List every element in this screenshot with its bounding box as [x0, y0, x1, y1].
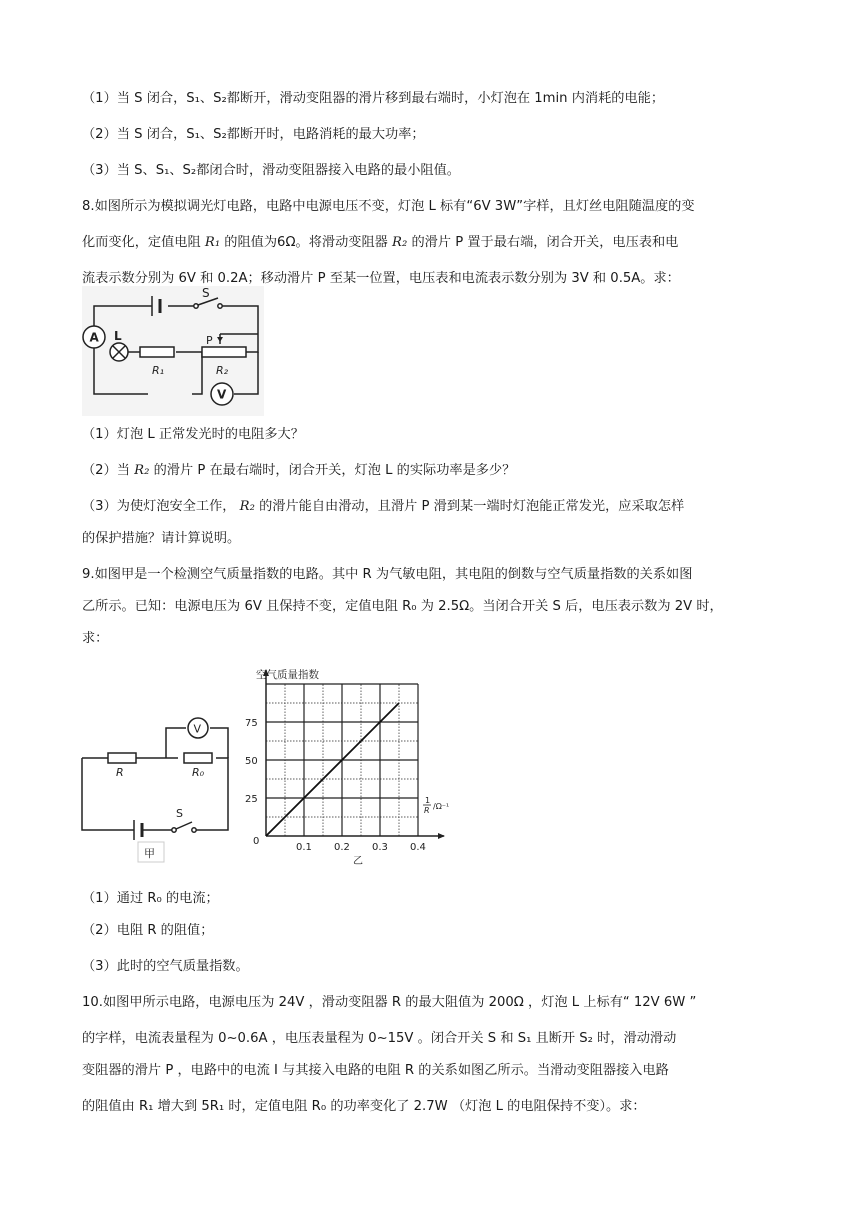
q8-text: 的滑片 P 置于最右端，闭合开关，电压表和电	[407, 235, 679, 250]
q8-text: 的滑片能自由滑动，且滑片 P 滑到某一端时灯泡能正常发光，应采取怎样	[254, 499, 685, 514]
q8-circuit-diagram	[82, 286, 264, 416]
chart-y-axis-label: 空气质量指数	[256, 669, 319, 681]
ammeter-icon	[83, 326, 105, 348]
r-label: R	[116, 766, 124, 779]
switch-label: S	[176, 807, 183, 820]
q10-stem-line2: 的字样，电流表量程为 0~0.6A ，电压表量程为 0~15V 。闭合开关 S 和 S₁ 且断开 S₂ 时，滑动滑动	[82, 1031, 677, 1046]
resistor-r1-icon	[140, 347, 174, 357]
q8-sub3-line1	[82, 498, 684, 516]
chart-x-axis-label-num: 1	[425, 796, 431, 805]
chart-x-axis-label-den: R	[424, 806, 430, 815]
chart-y-tick-label: 50	[245, 756, 258, 767]
q8-r1-symbol: R₁	[204, 235, 221, 250]
slider-label: P	[206, 334, 213, 347]
battery-icon	[134, 820, 142, 840]
rheostat-r2-icon	[202, 347, 246, 357]
q7-sub2: （2）当 S 闭合，S₁、S₂都断开时，电路消耗的最大功率；	[82, 127, 425, 142]
resistor-r-icon	[108, 753, 136, 763]
q9-sub2: （2）电阻 R 的阻值；	[82, 923, 214, 938]
chart-x-tick-label: 0.2	[334, 842, 350, 853]
q8-text: 化而变化，定值电阻	[82, 235, 205, 250]
voltmeter-label: V	[217, 387, 227, 402]
q10-stem-line1: 10.如图甲所示电路，电源电压为 24V ，滑动变阻器 R 的最大阻值为 200Ω ，灯泡 L 上标有“ 12V 6W ”	[82, 995, 697, 1010]
r1-label: R₁	[152, 364, 165, 377]
chart-x-tick-label: 0.4	[410, 842, 426, 853]
q8-text: （3）为使灯泡安全工作，	[82, 499, 240, 514]
switch-icon	[172, 822, 196, 832]
voltmeter-label: V	[193, 722, 202, 736]
figure-caption-jia: 甲	[144, 847, 155, 860]
chart-origin-label: 0	[253, 836, 260, 847]
q10-stem-line4: 的阻值由 R₁ 增大到 5R₁ 时，定值电阻 R₀ 的功率变化了 2.7W （灯泡 L 的电阻保持不变）。求：	[82, 1099, 646, 1114]
q8-sub1: （1）灯泡 L 正常发光时的电阻多大？	[82, 427, 304, 442]
q8-sub3-line2: 的保护措施？请计算说明。	[82, 531, 241, 546]
q9-stem-line1: 9.如图甲是一个检测空气质量指数的电路。其中 R 为气敏电阻，其电阻的倒数与空气质量指数的关系如图	[82, 567, 693, 582]
chart-x-tick-label: 0.1	[296, 842, 312, 853]
voltmeter-icon	[188, 718, 208, 738]
q8-r2-symbol: R₂	[134, 463, 150, 478]
chart-y-tick-label: 75	[245, 718, 258, 729]
r0-label: R₀	[192, 766, 205, 779]
q9-sub1: （1）通过 R₀ 的电流；	[82, 891, 219, 906]
lamp-label: L	[114, 329, 122, 343]
chart-caption-yi: 乙	[353, 856, 363, 867]
lamp-icon	[110, 343, 128, 361]
q9-sub3: （3）此时的空气质量指数。	[82, 959, 249, 974]
chart-x-axis-arrow	[438, 833, 445, 839]
q9-stem-line2: 乙所示。已知：电源电压为 6V 且保持不变，定值电阻 R₀ 为 2.5Ω。当闭合开关 S 后，电压表示数为 2V 时，	[82, 599, 723, 614]
q8-r2-symbol: R₂	[239, 499, 255, 514]
q8-text: 的滑片 P 在最右端时，闭合开关，灯泡 L 的实际功率是多少？	[149, 463, 516, 478]
q8-stem-line1: 8.如图所示为模拟调光灯电路，电路中电源电压不变，灯泡 L 标有“6V 3W”字样，且灯丝电阻随温度的变	[82, 199, 695, 214]
q8-r2-symbol: R₂	[392, 235, 408, 250]
q8-stem-line2	[82, 234, 678, 252]
q9-stem-line3: 求：	[82, 631, 109, 646]
resistor-r0-icon	[184, 753, 212, 763]
q8-sub2	[82, 462, 515, 480]
chart-series	[266, 703, 399, 836]
q9-aqi-chart	[240, 664, 452, 870]
chart-series-line	[266, 703, 399, 836]
chart-x-axis-label-unit: /Ω⁻¹	[433, 802, 450, 811]
chart-x-tick-label: 0.3	[372, 842, 388, 853]
q10-stem-line3: 变阻器的滑片 P ，电路中的电流 I 与其接入电路的电阻 R 的关系如图乙所示。当滑动变阻器接入电路	[82, 1063, 669, 1078]
q7-sub1: （1）当 S 闭合，S₁、S₂都断开，滑动变阻器的滑片移到最右端时，小灯泡在 1min 内消耗的电能；	[82, 91, 665, 106]
q8-stem-line3: 流表示数分别为 6V 和 0.2A；移动滑片 P 至某一位置，电压表和电流表示数分别为 3V 和 0.5A。求：	[82, 271, 680, 286]
q7-sub3: （3）当 S、S₁、S₂都闭合时，滑动变阻器接入电路的最小阻值。	[82, 163, 460, 178]
q9-circuit-diagram	[80, 712, 240, 868]
voltmeter-icon	[211, 383, 233, 405]
q8-text: （2）当	[82, 463, 135, 478]
q8-text: 的阻值为6Ω。将滑动变阻器	[220, 235, 393, 250]
switch-label: S	[202, 286, 210, 300]
r2-label: R₂	[216, 364, 229, 377]
chart-y-tick-label: 25	[245, 794, 258, 805]
ammeter-label: A	[89, 330, 99, 345]
